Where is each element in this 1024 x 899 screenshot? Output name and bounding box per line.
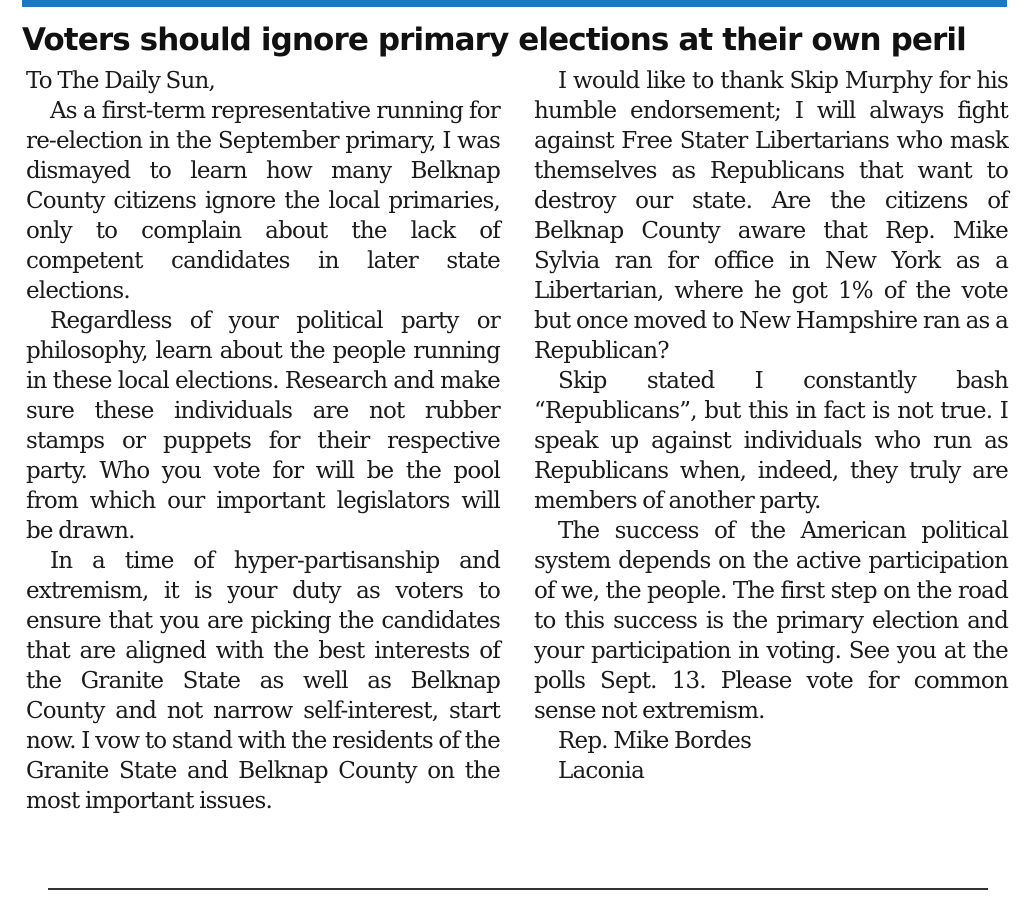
paragraph-2: Regardless of your political party or philosophy, learn about the people running in these local elections. Research and make sure these individuals are not rubber stamps or puppets for their respective party. Who you vote for will be the pool from which our important legislators will be drawn. xyxy=(26,308,500,544)
paragraph-1: As a first-term representative running for re-election in the September primary, I was dismayed to learn how many Belknap County citizens ignore the local primaries, only to complain about the lack of competent candidates in later state elections. xyxy=(26,98,500,304)
paragraph-5: Skip stated I constantly bash “Republicans”, but this in fact is not true. I speak up against individuals who run as Republicans when, indeed, they truly are members of another party. xyxy=(534,368,1008,514)
top-accent-rule xyxy=(22,0,1007,7)
paragraph-3: In a time of hyper-partisanship and extremism, it is your duty as voters to ensure that you are picking the candidates that are aligned with the best interests of the Granite State as well as Belknap County and not narrow self-interest, start now. I vow to stand with the residents of the Granite State and Belknap County on the most important issues. xyxy=(26,548,500,814)
signature-town: Laconia xyxy=(558,758,644,784)
right-column xyxy=(534,66,1008,786)
article-headline: Voters should ignore primary elections at their own peril xyxy=(22,22,966,58)
salutation: To The Daily Sun, xyxy=(26,68,216,94)
paragraph-4: I would like to thank Skip Murphy for his humble endorsement; I will always fight against Free Stater Libertarians who mask themselves as Republicans that want to destroy our state. Are the citizens of Belknap County aware that Rep. Mike Sylvia ran for office in New York as a Libertarian, where he got 1% of the vote but once moved to New Hampshire ran as a Republican? xyxy=(534,68,1008,364)
left-column xyxy=(26,66,500,816)
bottom-rule xyxy=(48,888,988,890)
signature-name: Rep. Mike Bordes xyxy=(558,728,752,754)
paragraph-6: The success of the American political system depends on the active participation of we, the people. The first step on the road to this success is the primary election and your participation in voting. See you at the polls Sept. 13. Please vote for common sense not extremism. xyxy=(534,518,1008,724)
